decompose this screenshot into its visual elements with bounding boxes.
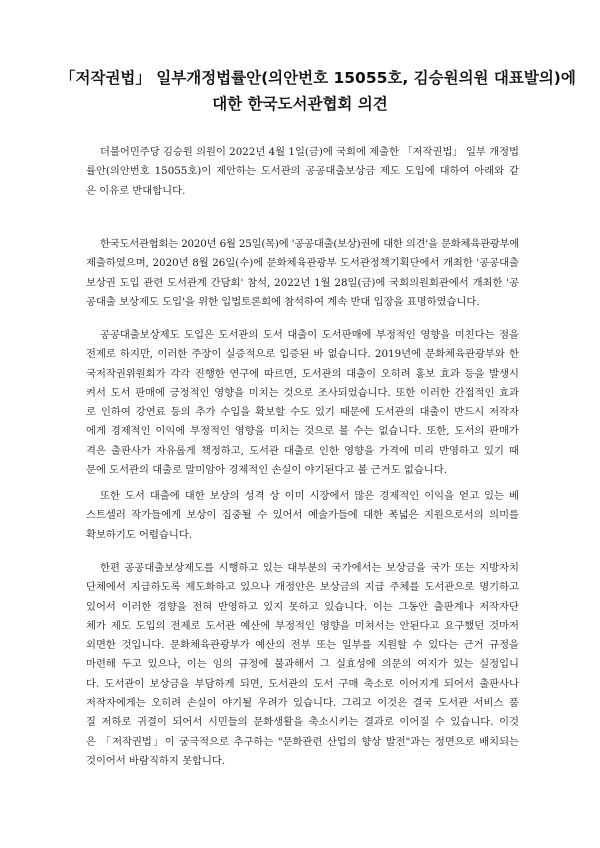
text-line: 것이어서 바람직하지 못합니다. [86, 754, 226, 767]
text-line: 격은 출판사가 자유롭게 책정하고, 도서관 대출로 인한 영향을 가격에 미리 반영하고 있기 때 [86, 444, 519, 457]
text-line: 확보하기도 어렵습니다. [86, 528, 193, 541]
text-line: 저작자에게는 오히려 손실이 야기될 우려가 있습니다. 그리고 이것은 결국 도서관 서비스 품 [86, 697, 519, 710]
text-line: 은 「저작권법」이 궁극적으로 추구하는 "문화관련 산업의 향상 발전"과는 정면으로 배치되는 [86, 735, 519, 748]
text-line: 체가 제도 도입의 전제로 도서관 예산에 부정적인 영향을 미쳐서는 안된다고 요구했던 것마저 [86, 619, 519, 632]
text-line: 있어서 이러한 경향을 전혀 반영하고 있지 못하고 있습니다. 이는 그동안 출판계나 저작자단 [86, 600, 519, 613]
text-line: 제출하였으며, 2020년 8월 26일(수)에 문화체육관광부 도서관정책기획단에서 개최한 '공공대출 [86, 257, 519, 270]
text-line: 률안(의안번호 15055호)이 제안하는 도서관의 공공대출보상금 제도 도입에 대하여 아래와 같 [86, 165, 519, 178]
paragraph-bestseller-concentration [86, 487, 519, 545]
text-line: 켜서 도서 판매에 긍정적인 영향을 미치는 것으로 조사되었습니다. 또한 이러한 간접적인 효과 [86, 386, 519, 399]
paragraph-payment-burden [86, 559, 519, 771]
text-line: 문에 도서관의 대출로 말미암아 경제적인 손실이 야기된다고 볼 근거도 없습니다. [86, 464, 447, 477]
text-line: 더불어민주당 김승원 의원이 2022년 4월 1일(금)에 국회에 제출한 「저작권법」 일부 개정법 [100, 146, 519, 158]
text-line: 한편 공공대출보상제도를 시행하고 있는 대부분의 국가에서는 보상금을 국가 또는 지방자치 [100, 562, 519, 574]
text-line: 공대출 보상제도 도입'을 위한 입법토론회에 참석하여 계속 반대 입장을 표명하였습니다. [86, 295, 480, 308]
text-line: 에게 경제적인 이익에 부정적인 영향을 미치는 것으로 볼 수는 없습니다. 또한, 도서의 판매가 [86, 425, 519, 438]
paragraph-lending-impact [86, 326, 519, 480]
document-title-line-1: 「저작권법」 일부개정법률안(의안번호 15055호, 김승원의원 대표발의)에 [60, 69, 576, 87]
text-line: 질 저하로 귀결이 되어서 시민들의 문화생활을 축소시키는 결과로 이어질 수 있습니다. 이것 [86, 716, 519, 729]
text-line: 공공대출보상제도 도입은 도서관의 도서 대출이 도서판매에 부정적인 영향을 미친다는 점을 [100, 329, 519, 341]
text-line: 마련해 두고 있으나, 이는 임의 규정에 불과해서 그 실효성에 의문의 여지가 있는 실정입니 [86, 658, 519, 671]
paragraph-association-history [86, 235, 519, 312]
text-line: 스트셀러 작가들에게 보상이 집중될 수 있어서 예술가들에 대한 폭넓은 지원으로서의 의미를 [86, 509, 519, 522]
text-line: 보상권 도입 관련 도서관계 간담회' 참석, 2022년 1월 28일(금)에 국회의원회관에서 개최한 '공 [86, 276, 519, 289]
text-line: 외면한 것입니다. 문화체육관광부가 예산의 전부 또는 일부를 지원할 수 있다는 근거 규정을 [86, 639, 519, 652]
text-line: 은 이유로 반대합니다. [86, 184, 186, 197]
text-line: 로 인하여 강연료 등의 추가 수입을 확보할 수도 있기 때문에 도서관의 대출이 반드시 저작자 [86, 406, 519, 419]
text-line: 한국도서관협회는 2020년 6월 25일(목)에 '공공대출(보상)권에 대한 의견'을 문화체육관광부에 [100, 238, 519, 250]
text-line: 전제로 하지만, 이러한 주장이 실증적으로 입증된 바 없습니다. 2019년에 문화체육관광부와 한 [86, 348, 519, 361]
text-line: 다. 도서관이 보상금을 부담하게 되면, 도서관의 도서 구매 축소로 이어지게 되어서 출판사나 [86, 677, 519, 690]
paragraph-bill-opposition [86, 143, 519, 201]
text-line: 단체에서 지급하도록 제도화하고 있으나 개정안은 보상금의 지급 주체를 도서관으로 명기하고 [86, 581, 519, 594]
document-title-line-2: 대한 한국도서관협회 의견 [212, 95, 388, 113]
text-line: 국저작권위원회가 각각 진행한 연구에 따르면, 도서관의 대출이 오히려 홍보 효과 등을 발생시 [86, 367, 519, 380]
text-line: 또한 도서 대출에 대한 보상의 성격 상 이미 시장에서 많은 경제적인 이익을 얻고 있는 베 [100, 490, 519, 502]
